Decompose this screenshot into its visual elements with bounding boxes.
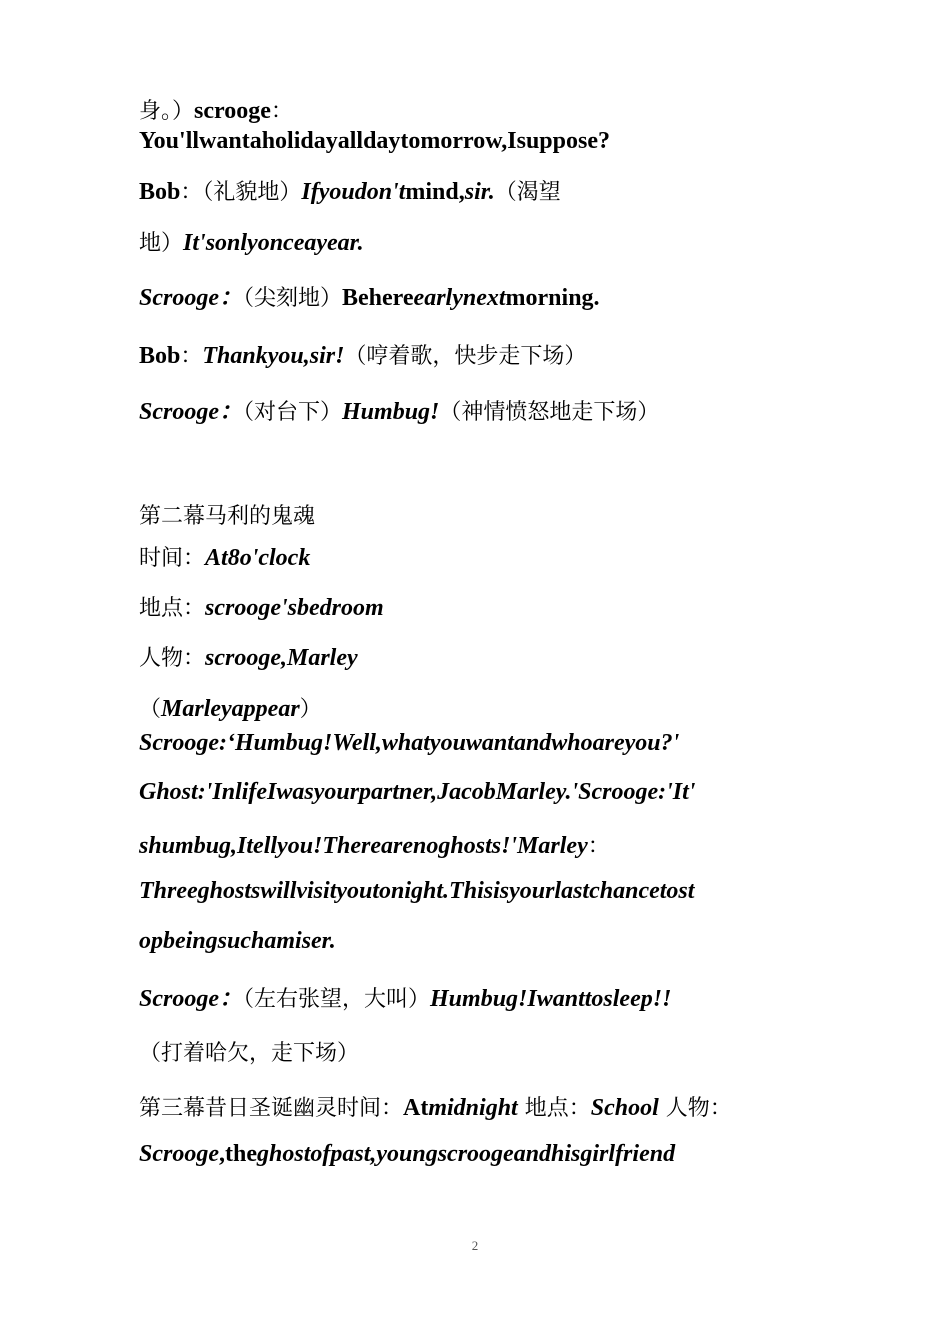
speaker-bob: Bob	[139, 179, 181, 205]
stage-direction: （打着哈欠，走下场）	[139, 1041, 360, 1066]
line-7	[139, 391, 659, 426]
text-cn: ：	[180, 344, 203, 369]
character: ,the	[219, 1141, 257, 1167]
line-dialogue-1: Scrooge:‘Humbug!Well,whatyouwantandwhoareyou?'	[139, 730, 680, 756]
line-1	[139, 94, 293, 125]
label-characters: 人物：	[139, 646, 206, 671]
stage-direction: （	[139, 697, 162, 722]
label-place: 地点：	[517, 1096, 591, 1121]
text-cn: 身。）	[139, 99, 195, 124]
stage-direction: 地）	[139, 231, 184, 256]
character: Scrooge	[139, 1141, 219, 1167]
stage-direction: （左右张望，大叫）	[243, 987, 431, 1012]
dialogue: Ifyoudon't	[301, 179, 406, 205]
dialogue: earlynext	[413, 285, 506, 311]
line-dialogue-5: opbeingsuchamiser.	[139, 928, 336, 954]
dialogue: mind,	[405, 179, 465, 205]
line-5	[139, 277, 600, 312]
stage-direction: （渴望	[494, 180, 561, 205]
line-6	[139, 339, 586, 370]
stage-direction-text: Marleyappear	[161, 696, 300, 722]
page-number: 2	[471, 1238, 479, 1253]
dialogue: Humbug!	[342, 399, 440, 425]
stage-direction: ：（礼貌地）	[180, 180, 302, 205]
speaker-scrooge: Scrooge：	[139, 986, 243, 1012]
line-dialogue-4: Threeghostswillvisityoutonight.Thisisyourlastchancetost	[139, 878, 695, 904]
label-place: 地点：	[139, 596, 206, 621]
speaker-scrooge: Scrooge：	[139, 399, 243, 425]
act-three-title: 第三幕昔日圣诞幽灵时间：	[139, 1096, 404, 1121]
stage-direction: （哼着歌，快步走下场）	[344, 344, 587, 369]
line-stage-direction	[139, 692, 322, 723]
dialogue: Humbug!Iwanttosleep!!	[430, 986, 672, 1012]
act-three-characters	[139, 1141, 675, 1168]
label-characters: 人物：	[658, 1096, 732, 1121]
dialogue: morning.	[505, 285, 600, 311]
stage-direction: （神情愤怒地走下场）	[439, 400, 660, 425]
line-dialogue-6	[139, 978, 671, 1013]
act-three-line	[139, 1091, 732, 1122]
value-time: midnight	[428, 1095, 518, 1121]
stage-direction: ）	[299, 697, 322, 722]
line-characters	[139, 641, 358, 672]
dialogue: shumbug,Itellyou!Therearenoghosts!'Marley	[139, 833, 588, 859]
dialogue: Thankyou,sir!	[202, 343, 345, 369]
line-3	[139, 175, 561, 206]
value-place: scrooge'sbedroom	[205, 595, 384, 621]
dialogue: sir.	[464, 179, 495, 205]
line-time	[139, 541, 310, 572]
text-cn: ：	[587, 834, 610, 859]
dialogue: It'sonlyonceayear.	[183, 230, 364, 256]
speaker-scrooge: Scrooge：	[139, 285, 243, 311]
speaker-bob: Bob	[139, 343, 181, 369]
text-cn: ：	[270, 99, 293, 124]
line-4	[139, 226, 364, 257]
line-dialogue-3	[139, 829, 610, 860]
line-place	[139, 591, 384, 622]
speaker-scrooge: scrooge	[194, 98, 271, 124]
value-time: At	[403, 1095, 429, 1121]
value-time: At8o'clock	[205, 545, 311, 571]
stage-direction: （尖刻地）	[243, 286, 343, 311]
line-dialogue-2: Ghost:'InlifeIwasyourpartner,JacobMarley.'Scrooge:'It'	[139, 779, 696, 805]
value-characters: scrooge,Marley	[205, 645, 358, 671]
stage-direction: （对台下）	[243, 400, 343, 425]
dialogue: Behere	[342, 285, 414, 311]
act-two-title: 第二幕马利的鬼魂	[139, 504, 316, 529]
label-time: 时间：	[139, 546, 206, 571]
value-place: School	[590, 1095, 659, 1121]
line-2: You'llwantaholidayalldaytomorrow,Isuppose?	[139, 128, 610, 154]
character: ghostofpast,youngscroogeandhisgirlfriend	[257, 1141, 676, 1167]
